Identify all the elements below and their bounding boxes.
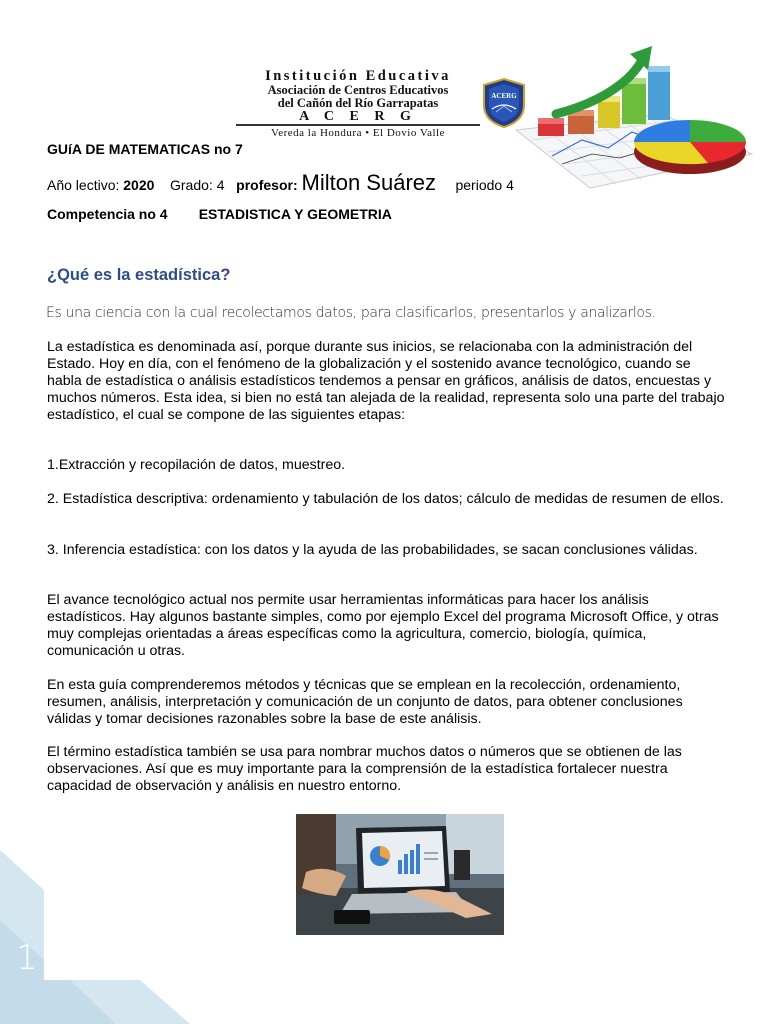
competence-title: ESTADISTICA Y GEOMETRIA [198,206,392,222]
teacher-name: Milton Suárez [301,170,437,195]
logo-canyon-line: del Cañón del Río Garrapatas [277,96,439,110]
statistics-definition: Es una ciencia con la cual recolectamos datos, para clasificarlos, presentarlos y analizarlos. [46,305,656,321]
pie-chart-icon [634,120,746,174]
page-number: 1 [16,938,38,978]
stage-1-item: 1.Extracción y recopilación de datos, muestreo. [47,457,346,473]
guide-title: GUíA DE MATEMATICAS no 7 [47,141,243,157]
competence-row [47,206,392,222]
logo-location-line: Vereda la Hondura • El Dovio Valle [271,127,445,139]
logo-institution-line: Institución Educativa [265,68,451,84]
technology-paragraph: El avance tecnológico actual nos permite usar herramientas informáticas para hacer los análisis estadísticos. Hay algunos bastante simples, como por ejemplo Excel del programa Microsoft Office, y otras muy complejas orientadas a áreas específicas como la agricultura, comercio, biología, química, comunicación u otras. [47,592,719,659]
school-year-label: Año lectivo: [47,177,120,193]
school-year-value: 2020 [123,177,155,193]
guide-scope-paragraph: En esta guía comprenderemos métodos y técnicas que se emplean en la recolección, ordenamiento, resumen, análisis, interpretación y comunicación de un conjunto de datos, para obtener conclusiones válidas y tomar decisiones razonables sobre la base de este análisis. [47,677,683,727]
stage-2-item: 2. Estadística descriptiva: ordenamiento y tabulación de los datos; cálculo de medidas de resumen de ellos. [47,491,724,507]
period-label: periodo [455,177,503,193]
grade-value: 4 [216,177,225,193]
section-heading: ¿Qué es la estadística? [47,266,231,284]
grade-label: Grado: [169,177,213,193]
term-paragraph: El término estadística también se usa para nombrar muchos datos o números que se obtienen de las observaciones. Así que es muy importante para la comprensión de la estadística fortalecer nuestra capacidad de observación y análisis en nuestro entorno. [47,744,682,794]
corner-decoration [0,850,190,1024]
intro-paragraph: La estadística es denominada así, porque durante sus inicios, se relacionaba con la administración del Estado. Hoy en día, con el fenómeno de la globalización y el sostenido avance tecnológico, cuando se habla de estadística o análisis estadísticos tendemos a pensar en gráficos, análisis de datos, encuestas y muchos números. Esta idea, si bien no está tan alejada de la realidad, representa solo una parte del trabajo estadístico, el cual se compone de las siguientes etapas: [47,339,725,423]
statistics-illustration [512,44,756,190]
competence-label: Competencia no 4 [47,206,168,222]
stage-3-item: 3. Inferencia estadística: con los datos y la ayuda de las probabilidades, se sacan conclusiones válidas. [47,542,698,558]
logo-text-block [236,68,480,140]
logo-association-line: Asociación de Centros Educativos [267,83,449,97]
svg-text:ACERG: ACERG [491,92,517,100]
institution-logo [236,68,532,139]
period-value: 4 [506,177,514,193]
logo-acronym-line: A C E R G [299,109,417,124]
teacher-label: profesor: [236,177,298,193]
laptop-analysis-photo [296,814,504,935]
logo-divider [236,124,480,126]
course-info-row [47,170,514,196]
